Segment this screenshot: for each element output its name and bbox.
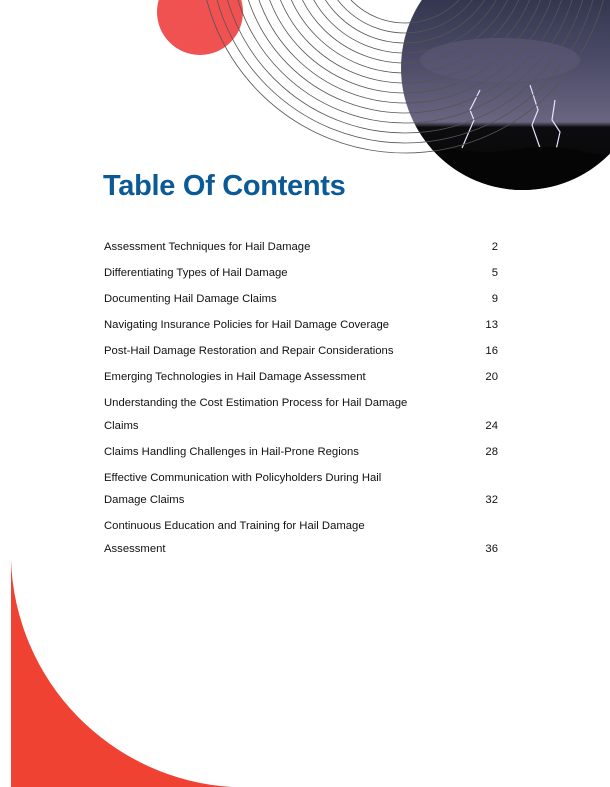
toc-entry[interactable] — [104, 392, 498, 437]
toc-entry[interactable] — [104, 262, 498, 285]
toc-entry-title: Post-Hail Damage Restoration and Repair Considerations — [104, 345, 394, 357]
toc-entry[interactable] — [104, 467, 498, 512]
toc-entry-title: Continuous Education and Training for Hail Damage Assessment — [104, 520, 365, 555]
toc-entry-page: 13 — [485, 319, 498, 331]
toc-entry-page: 5 — [491, 267, 498, 279]
toc-entry[interactable] — [104, 441, 498, 464]
toc-entry-page: 24 — [485, 419, 498, 432]
red-corner-shape — [11, 560, 232, 787]
toc-entry-title: Effective Communication with Policyholders During Hail Damage Claims — [104, 471, 382, 506]
toc-entry-title: Differentiating Types of Hail Damage — [104, 267, 288, 279]
toc-entry-page: 32 — [485, 494, 498, 506]
toc-entry[interactable] — [104, 314, 498, 337]
toc-entry-title: Navigating Insurance Policies for Hail Damage Coverage — [104, 319, 390, 331]
toc-entry[interactable] — [104, 236, 498, 259]
page-title: Table Of Contents — [103, 170, 346, 202]
table-of-contents — [104, 236, 498, 564]
toc-entry-page: 16 — [485, 345, 498, 357]
toc-entry[interactable] — [104, 288, 498, 311]
toc-entry-title: Documenting Hail Damage Claims — [104, 293, 277, 305]
toc-entry-page: 2 — [491, 241, 498, 253]
toc-entry[interactable] — [104, 366, 498, 389]
toc-entry-title: Understanding the Cost Estimation Process for Hail Damage Claims — [104, 397, 408, 432]
toc-entry[interactable] — [104, 515, 498, 560]
toc-entry-title: Assessment Techniques for Hail Damage — [104, 241, 311, 253]
toc-entry-title: Emerging Technologies in Hail Damage Assessment — [104, 371, 366, 383]
toc-entry-page: 20 — [485, 371, 498, 383]
toc-entry-title: Claims Handling Challenges in Hail-Prone Regions — [104, 445, 359, 458]
storm-photo — [400, 0, 610, 200]
toc-entry-page: 28 — [485, 445, 498, 458]
toc-entry-page: 36 — [485, 542, 498, 555]
toc-entry[interactable] — [104, 340, 498, 363]
toc-entry-page: 9 — [491, 293, 498, 305]
